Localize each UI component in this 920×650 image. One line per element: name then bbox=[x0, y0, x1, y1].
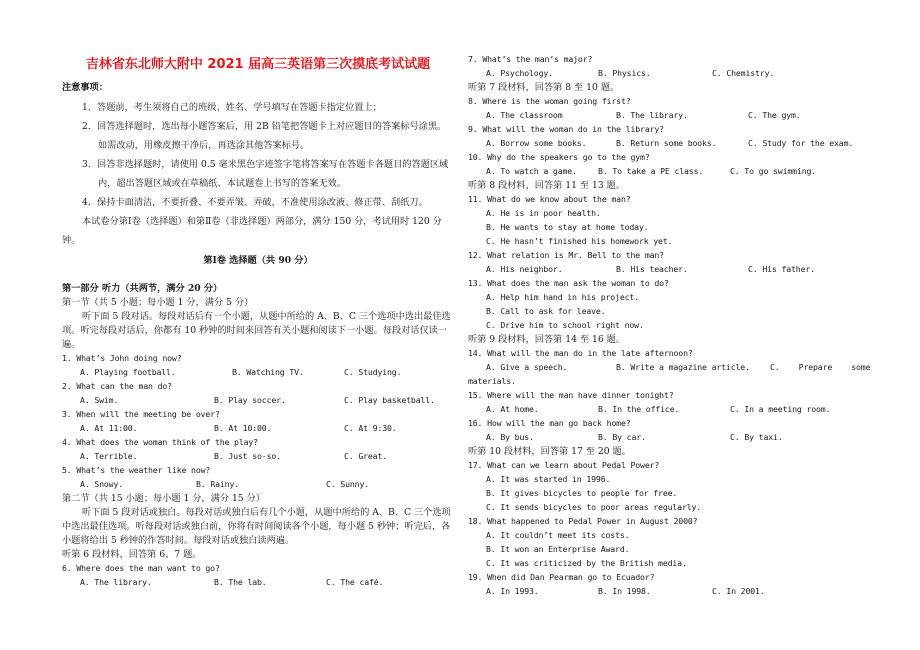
option-a: A. At 11:00. bbox=[80, 423, 138, 433]
option-c: C. In 2001. bbox=[712, 586, 765, 596]
option-b: B. Return some books. bbox=[616, 138, 717, 148]
intro-line-1: 本试卷分第Ⅰ卷（选择题）和第Ⅱ卷（非选择题）两部分，满分 150 分，考试用时 120 分 bbox=[82, 216, 442, 227]
question-11-option-a: A. He is in poor health. bbox=[486, 208, 601, 218]
question-2: 2. What can the man do? bbox=[62, 381, 172, 391]
option-c: C. His father. bbox=[748, 264, 815, 274]
question-7: 7. What’s the man’s major? bbox=[468, 54, 593, 64]
option-b: B. His teacher. bbox=[616, 264, 688, 274]
option-a: A. To watch a game. bbox=[486, 166, 577, 176]
section2-instr-3: 小题将给出 5 秒钟的作答时间。每段对话或独白读两遍。 bbox=[62, 535, 295, 546]
question-17-option-a: A. It was started in 1996. bbox=[486, 474, 611, 484]
option-c: C. Study for the exam. bbox=[748, 138, 854, 148]
question-18: 18. What happened to Pedal Power in August 2000? bbox=[468, 516, 698, 526]
material-note-6: 听第 6 段材料，回答第 6、7 题。 bbox=[62, 549, 202, 560]
question-8: 8. Where is the woman going first? bbox=[468, 96, 631, 106]
question-13-option-b: B. Call to ask for leave. bbox=[486, 306, 606, 316]
option-c: C. The gym. bbox=[748, 110, 801, 120]
option-a: A. Snowy. bbox=[80, 479, 124, 489]
option-a: A. The classroom bbox=[486, 110, 563, 120]
material-note-7: 听第 7 段材料，回答第 8 至 10 题。 bbox=[468, 82, 620, 93]
option-a: A. The library. bbox=[80, 577, 152, 587]
option-c: C. By taxi. bbox=[730, 432, 783, 442]
question-15: 15. Where will the man have dinner tonight? bbox=[468, 390, 674, 400]
section1-instr-3: 遍。 bbox=[62, 339, 81, 350]
question-3: 3. When will the meeting be over? bbox=[62, 409, 220, 419]
question-11-option-b: B. He wants to stay at home today. bbox=[486, 222, 649, 232]
question-14-option-c-cont: materials. bbox=[468, 376, 516, 386]
question-16: 16. How will the man go back home? bbox=[468, 418, 631, 428]
option-b: B. The library. bbox=[616, 110, 688, 120]
note-4: 4．保持卡面清洁，不要折叠、不要弄皱、弄破，不准使用涂改液、修正带、刮纸刀。 bbox=[82, 197, 428, 208]
option-c: C. Studying. bbox=[344, 367, 402, 377]
option-a: A. Give a speech. bbox=[486, 362, 568, 372]
question-6: 6. Where does the man want to go? bbox=[62, 563, 220, 573]
note-3-cont: 内，超出答题区域或在草稿纸、本试题卷上书写的答案无效。 bbox=[98, 178, 347, 189]
option-a: A. Borrow some books. bbox=[486, 138, 587, 148]
option-c: C. Sunny. bbox=[326, 479, 370, 489]
option-a: A. His neighbor. bbox=[486, 264, 563, 274]
option-c: C. Prepare some bbox=[770, 362, 871, 372]
question-4: 4. What does the woman think of the play? bbox=[62, 437, 258, 447]
option-c: C. To go swimming. bbox=[730, 166, 817, 176]
option-a: A. Swim. bbox=[80, 395, 119, 405]
option-b: B. To take a PE class. bbox=[598, 166, 704, 176]
option-a: A. By bus. bbox=[486, 432, 534, 442]
part1-heading: 第一部分 听力（共两节，满分 20 分） bbox=[62, 283, 223, 294]
question-17-option-c: C. It sends bicycles to poor areas regularly. bbox=[486, 502, 702, 512]
option-c: C. In a meeting room. bbox=[730, 404, 831, 414]
option-c: C. Great. bbox=[344, 451, 388, 461]
question-17-option-b: B. It gives bicycles to people for free. bbox=[486, 488, 678, 498]
material-note-8: 听第 8 段材料，回答第 11 至 13 题。 bbox=[468, 180, 625, 191]
option-a: A. In 1993. bbox=[486, 586, 539, 596]
question-12: 12. What relation is Mr. Bell to the man? bbox=[468, 250, 664, 260]
question-14: 14. What will the man do in the late afternoon? bbox=[468, 348, 693, 358]
option-b: B. In 1998. bbox=[598, 586, 651, 596]
question-18-option-c: C. It was criticized by the British media. bbox=[486, 558, 687, 568]
note-2: 2．回答选择题时，选出每小题答案后，用 2B 铅笔把答题卡上对应题目的答案标号涂黑。 bbox=[82, 121, 447, 132]
option-b: B. Write a magazine article. bbox=[616, 362, 750, 372]
section1-instr-1: 听下面 5 段对话。每段对话后有一个小题，从题中所给的 A、B、C 三个选项中选出最佳选 bbox=[82, 311, 451, 322]
material-note-9: 听第 9 段材料，回答第 14 至 16 题。 bbox=[468, 334, 625, 345]
exam-title: 吉林省东北师大附中 2021 届高三英语第三次摸底考试试题 bbox=[85, 57, 431, 72]
option-a: A. Playing football. bbox=[80, 367, 176, 377]
option-c: C. Chemistry. bbox=[712, 68, 775, 78]
question-13: 13. What does the man ask the woman to do? bbox=[468, 278, 669, 288]
question-13-option-c: C. Drive him to school right now. bbox=[486, 320, 644, 330]
option-b: B. By car. bbox=[598, 432, 646, 442]
question-1: 1. What’s John doing now? bbox=[62, 353, 182, 363]
question-11: 11. What do we know about the man? bbox=[468, 194, 631, 204]
question-13-option-a: A. Help him hand in his project. bbox=[486, 292, 639, 302]
option-c: C. The café. bbox=[326, 577, 384, 587]
section2-heading: 第二节（共 15 小题；每小题 1 分，满分 15 分） bbox=[62, 493, 265, 504]
option-c: C. Play basketball. bbox=[344, 395, 435, 405]
option-b: B. Physics. bbox=[598, 68, 651, 78]
section2-instr-1: 听下面 5 段对话或独白。每段对话或独白后有几个小题，从题中所给的 A、B、C 三个选项 bbox=[82, 507, 451, 518]
question-9: 9. What will the woman do in the library? bbox=[468, 124, 664, 134]
option-b: B. The lab. bbox=[214, 577, 267, 587]
section2-instr-2: 中选出最佳选项。听每段对话或独白前，你将有时间阅读各个小题，每小题 5 秒钟；听完后，各 bbox=[62, 521, 451, 532]
question-18-option-b: B. It won an Enterprise Award. bbox=[486, 544, 630, 554]
section1-instr-2: 项。听完每段对话后，你都有 10 秒钟的时间来回答有关小题和阅读下一小题。每段对话仅读一 bbox=[62, 325, 448, 336]
question-18-option-a: A. It couldn’t meet its costs. bbox=[486, 530, 630, 540]
material-note-10: 听第 10 段材料，回答第 17 至 20 题。 bbox=[468, 446, 631, 457]
question-17: 17. What can we learn about Pedal Power? bbox=[468, 460, 660, 470]
note-1: 1．答题前，考生须将自己的班级、姓名、学号填写在答题卡指定位置上； bbox=[82, 102, 382, 113]
question-11-option-c: C. He hasn’t finished his homework yet. bbox=[486, 236, 673, 246]
section1-heading: 第一节（共 5 小题；每小题 1 分，满分 5 分） bbox=[62, 297, 254, 308]
option-b: B. Play soccer. bbox=[214, 395, 286, 405]
volume-heading: 第Ⅰ卷 选择题（共 90 分） bbox=[203, 255, 313, 266]
option-a: A. Psychology. bbox=[486, 68, 553, 78]
note-3: 3．回答非选择题时，请使用 0.5 毫米黑色字迹签字笔将答案写在答题卡各题目的答题区域 bbox=[82, 159, 449, 170]
intro-line-2: 钟。 bbox=[62, 235, 81, 246]
option-b: B. Watching TV. bbox=[232, 367, 304, 377]
option-b: B. Just so-so. bbox=[214, 451, 281, 461]
question-19: 19. When did Dan Pearman go to Ecuador? bbox=[468, 572, 655, 582]
option-a: A. Terrible. bbox=[80, 451, 138, 461]
option-b: B. In the office. bbox=[598, 404, 680, 414]
question-5: 5. What’s the weather like now? bbox=[62, 465, 211, 475]
option-c: C. At 9:30. bbox=[344, 423, 397, 433]
option-a: A. At home. bbox=[486, 404, 539, 414]
notes-heading: 注意事项： bbox=[62, 82, 108, 93]
question-10: 10. Why do the speakers go to the gym? bbox=[468, 152, 650, 162]
option-b: B. At 10:00. bbox=[214, 423, 272, 433]
note-2-cont: 如需改动，用橡皮擦干净后，再选涂其他答案标号。 bbox=[98, 140, 310, 151]
option-b: B. Rainy. bbox=[196, 479, 240, 489]
